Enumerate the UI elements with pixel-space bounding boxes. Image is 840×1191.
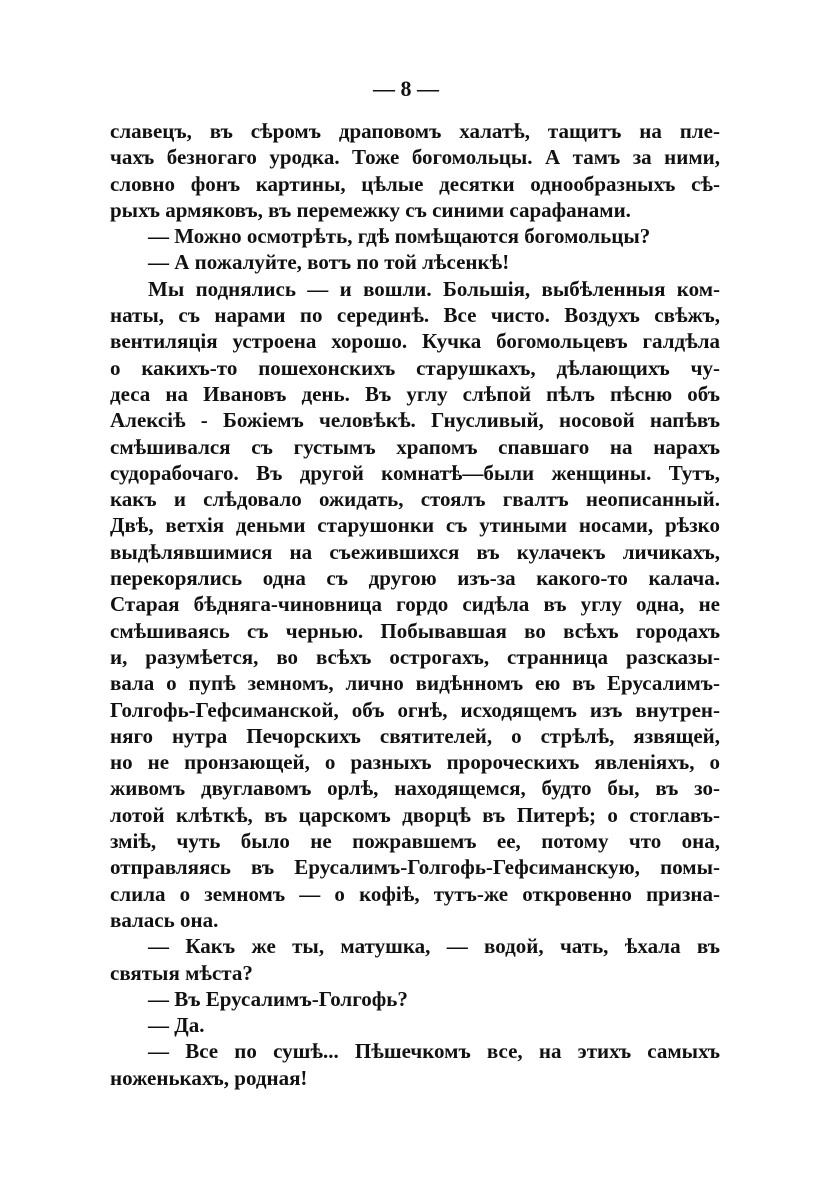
text-line: славецъ, въ сѣромъ драповомъ халатѣ, тащитъ на пле-: [110, 119, 720, 143]
text-line: Алексіѣ - Божіемъ человѣкѣ. Гнусливый, носовой напѣвъ: [110, 408, 720, 433]
page-number: — 8 —: [373, 76, 439, 101]
text-line: рыхъ армяковъ, въ перемежку съ синими сарафанами.: [110, 197, 631, 222]
text-line: святыя мѣста?: [110, 960, 253, 985]
text-line: смѣшиваясь съ чернью. Побывавшая во всѣхъ городахъ: [110, 618, 720, 643]
text-line: наты, съ нарами по серединѣ. Все чисто. Воздухъ свѣжъ,: [110, 303, 720, 328]
text-line: чахъ безногаго уродка. Тоже богомольцы. А тамъ за ними,: [110, 145, 720, 170]
text-line: отправляясь въ Ерусалимъ-Голгофь-Гефсиманскую, помы-: [110, 855, 720, 880]
text-line: словно фонъ картины, цѣлые десятки однообразныхъ сѣ-: [110, 171, 720, 196]
text-line: о какихъ-то пошехонскихъ старушкахъ, дѣлающихъ чу-: [110, 355, 720, 380]
text-line: вентиляція устроена хорошо. Кучка богомольцевъ галдѣла: [110, 329, 720, 354]
text-line: выдѣлявшимися на съежившихся въ кулачекъ личикахъ,: [110, 539, 720, 564]
text-line: какъ и слѣдовало ожидать, стоялъ гвалтъ неописанный.: [110, 487, 720, 512]
text-line: — А пожалуйте, вотъ по той лѣсенкѣ!: [148, 250, 510, 275]
text-line: — Можно осмотрѣть, гдѣ помѣщаются богомольцы?: [148, 224, 651, 249]
text-line: перекорялись одна съ другою изъ-за какого-то калача.: [110, 566, 720, 591]
text-line: деса на Ивановъ день. Въ углу слѣпой пѣлъ пѣсню объ: [110, 381, 720, 406]
text-line: Старая бѣдняга-чиновница гордо сидѣла въ углу одна, не: [110, 592, 720, 617]
text-line: — Да.: [148, 1013, 205, 1038]
text-line: зміѣ, чуть было не пожравшемъ ее, потому что она,: [110, 829, 720, 854]
text-line: вала о пупѣ земномъ, лично видѣнномъ ею въ Ерусалимъ-: [110, 671, 720, 696]
text-line: няго нутра Печорскихъ святителей, о стрѣлѣ, язвящей,: [110, 723, 720, 748]
text-line: слила о земномъ — о кофіѣ, тутъ-же откровенно призна-: [110, 881, 720, 906]
text-line: Двѣ, ветхія деньми старушонки съ утиными носами, рѣзко: [110, 513, 720, 538]
text-line: Голгофь-Гефсиманской, объ огнѣ, исходящемъ изъ внутрен-: [110, 697, 720, 722]
text-line: и, разумѣется, во всѣхъ острогахъ, странница разсказы-: [110, 644, 720, 669]
text-line: ноженькахъ, родная!: [110, 1065, 308, 1090]
text-line: валась она.: [110, 907, 219, 932]
text-line: лотой клѣткѣ, въ царскомъ дворцѣ въ Питерѣ; о стоглавъ-: [110, 802, 720, 827]
text-line: смѣшивался съ густымъ храпомъ спавшаго на нарахъ: [110, 434, 720, 459]
text-line: живомъ двуглавомъ орлѣ, находящемся, будто бы, въ зо-: [110, 776, 720, 801]
page-body-text: [110, 118, 720, 1091]
text-line: но не пронзающей, о разныхъ пророческихъ явленіяхъ, о: [110, 750, 720, 775]
text-line: — Все по сушѣ... Пѣшечкомъ все, на этихъ самыхъ: [148, 1039, 720, 1064]
text-line: судорабочаго. Въ другой комнатѣ—были женщины. Тутъ,: [110, 460, 720, 485]
text-line: — Какъ же ты, матушка, — водой, чать, ѣхала въ: [148, 934, 720, 959]
text-line: Мы поднялись — и вошли. Большія, выбѣленныя ком-: [148, 276, 720, 301]
text-line: — Въ Ерусалимъ-Голгофь?: [148, 986, 408, 1011]
